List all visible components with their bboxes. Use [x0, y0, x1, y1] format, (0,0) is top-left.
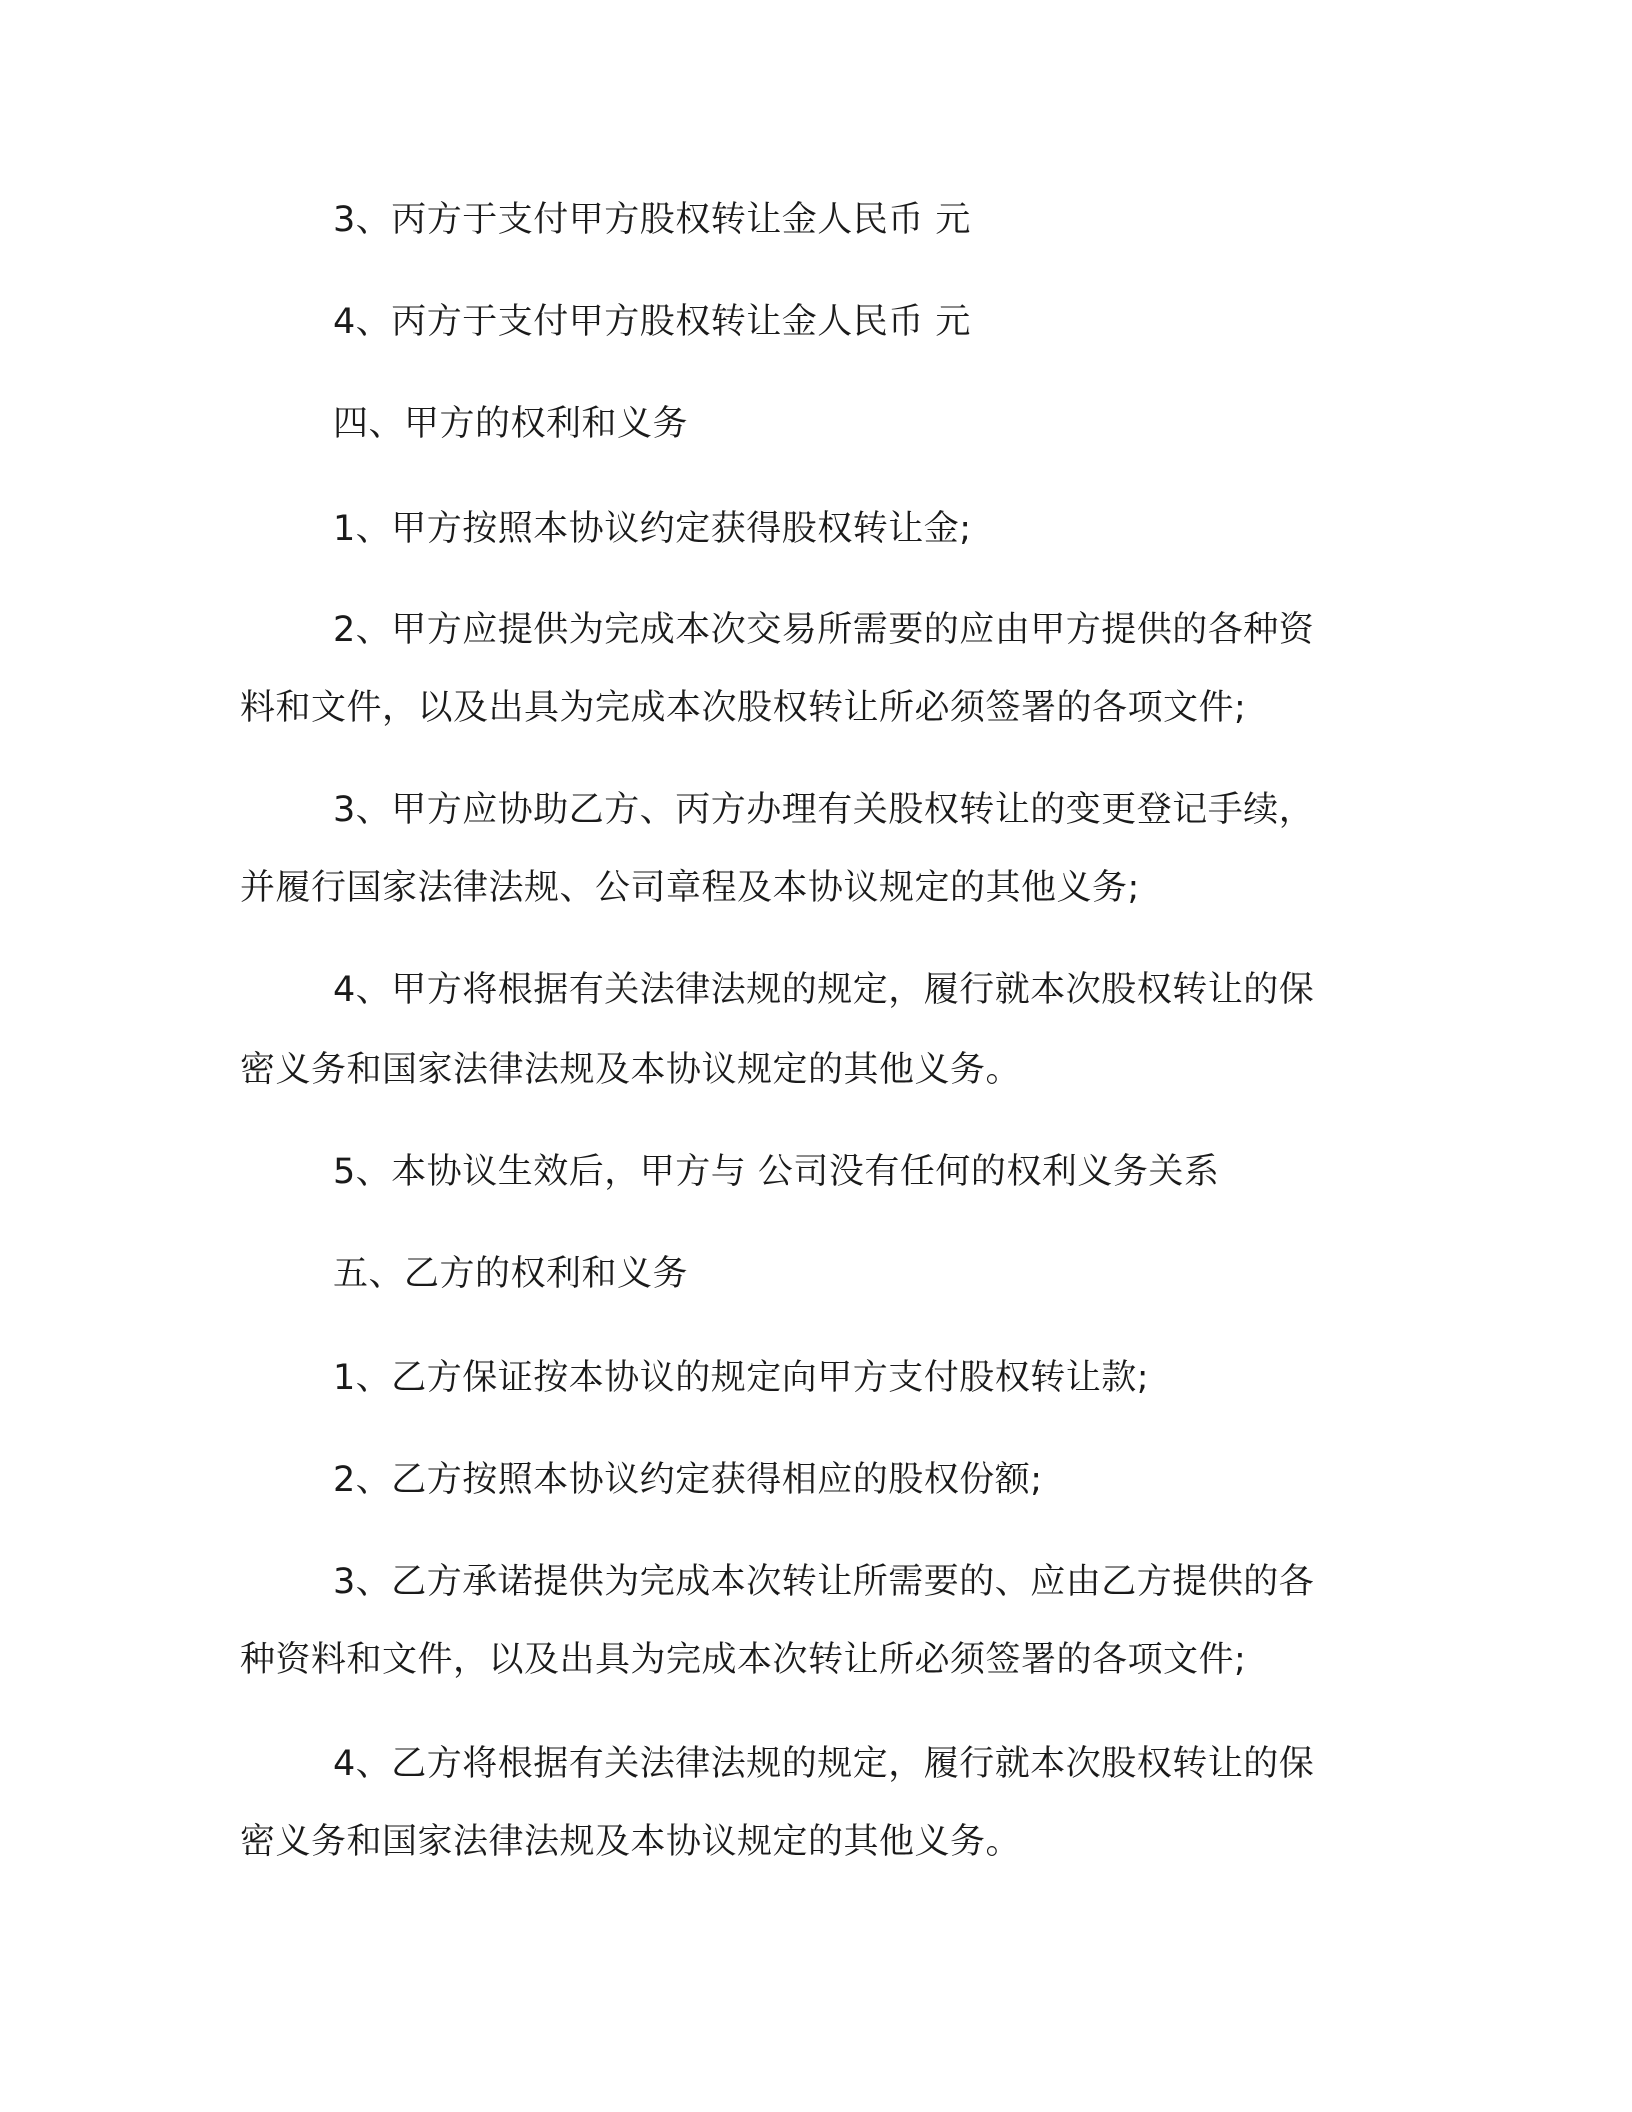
clause-4-line: 4、丙方于支付甲方股权转让金人民币 元 — [333, 302, 971, 342]
party-a-clause-4-line-2: 密义务和国家法律法规及本协议规定的其他义务。 — [240, 1050, 1022, 1090]
party-b-clause-4-line-1: 4、乙方将根据有关法律法规的规定，履行就本次股权转让的保 — [333, 1744, 1315, 1784]
party-b-clause-4-line-2: 密义务和国家法律法规及本协议规定的其他义务。 — [240, 1822, 1022, 1862]
party-b-clause-1: 1、乙方保证按本协议的规定向甲方支付股权转让款; — [333, 1358, 1150, 1398]
party-b-clause-2: 2、乙方按照本协议约定获得相应的股权份额; — [333, 1460, 1043, 1500]
section-heading-five: 五、乙方的权利和义务 — [333, 1254, 689, 1294]
party-a-clause-1: 1、甲方按照本协议约定获得股权转让金; — [333, 509, 972, 549]
party-b-clause-3-line-2: 种资料和文件，以及出具为完成本次转让所必须签署的各项文件; — [240, 1640, 1247, 1680]
section-heading-four: 四、甲方的权利和义务 — [333, 404, 689, 444]
party-a-clause-5: 5、本协议生效后，甲方与 公司没有任何的权利义务关系 — [333, 1152, 1220, 1192]
party-a-clause-2-line-1: 2、甲方应提供为完成本次交易所需要的应由甲方提供的各种资 — [333, 610, 1315, 650]
party-b-clause-3-line-1: 3、乙方承诺提供为完成本次转让所需要的、应由乙方提供的各 — [333, 1562, 1315, 1602]
party-a-clause-2-line-2: 料和文件，以及出具为完成本次股权转让所必须签署的各项文件; — [240, 688, 1247, 728]
party-a-clause-3-line-2: 并履行国家法律法规、公司章程及本协议规定的其他义务; — [240, 868, 1140, 908]
party-a-clause-3-line-1: 3、甲方应协助乙方、丙方办理有关股权转让的变更登记手续， — [333, 790, 1315, 830]
party-a-clause-4-line-1: 4、甲方将根据有关法律法规的规定，履行就本次股权转让的保 — [333, 970, 1315, 1010]
clause-3-line: 3、丙方于支付甲方股权转让金人民币 元 — [333, 200, 971, 240]
